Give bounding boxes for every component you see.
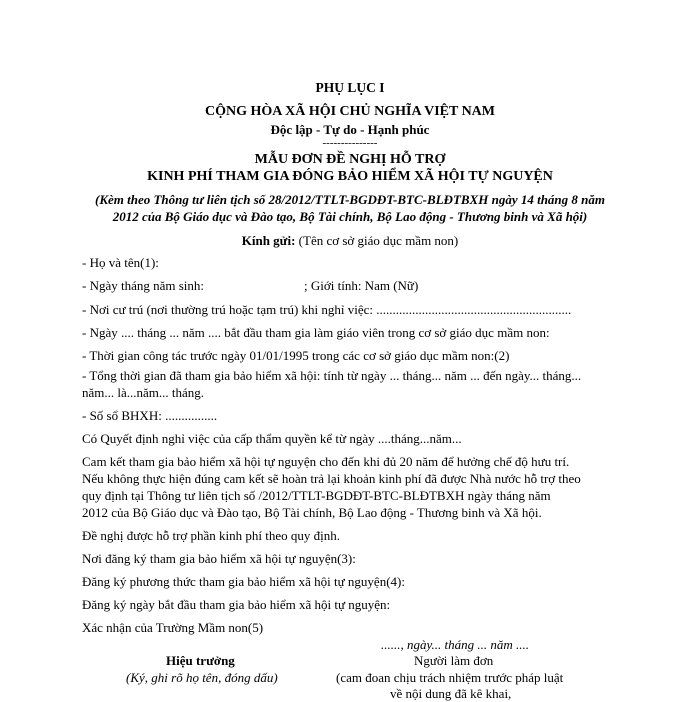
principal-note: (Ký, ghi rõ họ tên, đóng dấu) xyxy=(126,670,278,685)
legal-reference-line1: (Kèm theo Thông tư liên tịch số 28/2012/TTLT-BGDĐT-BTC-BLĐTBXH ngày 14 tháng 8 năm xyxy=(94,192,606,207)
signature-date-line: ......, ngày... tháng ... năm .... xyxy=(381,637,530,652)
field-start-date: - Ngày .... tháng ... năm .... bắt đầu tham gia làm giáo viên trong cơ sở giáo dục mầm non: xyxy=(82,325,550,340)
field-residence: - Nơi cư trú (nơi thường trú hoặc tạm trú) khi nghỉ việc: ............................................................ xyxy=(82,302,572,317)
form-title-line1: MẪU ĐƠN ĐỀ NGHỊ HỖ TRỢ xyxy=(254,152,446,167)
commitment-line1: Cam kết tham gia bảo hiểm xã hội tự nguyện cho đến khi đủ 20 năm để hưởng chế độ hưu trí. xyxy=(82,454,570,469)
field-total-time-line2: năm... là...năm... tháng. xyxy=(82,385,205,400)
applicant-title: Người làm đơn xyxy=(414,653,494,668)
register-place: Nơi đăng ký tham gia bảo hiểm xã hội tự nguyện(3): xyxy=(82,551,356,566)
commitment-line3: quy định tại Thông tư liên tịch số /2012/TTLT-BGDĐT-BTC-BLĐTBXH ngày tháng năm xyxy=(82,488,551,503)
principal-title: Hiệu trưởng xyxy=(166,653,235,668)
decision-text: Có Quyết định nghỉ việc của cấp thẩm quyền kể từ ngày ....tháng...năm... xyxy=(82,431,462,446)
national-title: CỘNG HÒA XÃ HỘI CHỦ NGHĨA VIỆT NAM xyxy=(204,104,495,119)
applicant-note-line1: (cam đoan chịu trách nhiệm trước pháp luật xyxy=(336,670,564,685)
addressee xyxy=(0,233,700,249)
national-motto: Độc lập - Tự do - Hạnh phúc xyxy=(270,122,430,137)
addressee-label: Kính gửi: xyxy=(241,233,296,248)
field-social-book: - Số sổ BHXH: ................ xyxy=(82,408,218,423)
header-separator: --------------- xyxy=(322,137,378,149)
commitment-line2: Nếu không thực hiện đúng cam kết sẽ hoàn trả lại khoản kinh phí đã được Nhà nước hỗ trợ theo xyxy=(82,471,581,486)
field-dob: - Ngày tháng năm sinh: xyxy=(82,278,205,293)
addressee-value: (Tên cơ sở giáo dục mầm non) xyxy=(298,233,459,248)
commitment-line4: 2012 của Bộ Giáo dục và Đào tạo, Bộ Tài chính, Bộ Lao động - Thương binh và Xã hội. xyxy=(82,505,542,520)
school-confirmation: Xác nhận của Trường Mầm non(5) xyxy=(82,620,264,635)
field-before-1995: - Thời gian công tác trước ngày 01/01/1995 trong các cơ sở giáo dục mầm non:(2) xyxy=(82,348,510,363)
form-title-line2: KINH PHÍ THAM GIA ĐÓNG BẢO HIỂM XÃ HỘI TỰ NGUYỆN xyxy=(147,169,553,184)
field-gender: ; Giới tính: Nam (Nữ) xyxy=(304,278,419,293)
appendix-heading: PHỤ LỤC I xyxy=(315,80,385,95)
applicant-note-line2: về nội dung đã kê khai, xyxy=(390,686,512,701)
request-text: Đề nghị được hỗ trợ phần kinh phí theo quy định. xyxy=(82,528,341,543)
register-method: Đăng ký phương thức tham gia bảo hiểm xã hội tự nguyện(4): xyxy=(82,574,405,589)
register-date: Đăng ký ngày bắt đầu tham gia bảo hiểm xã hội tự nguyện: xyxy=(82,597,391,612)
field-name: - Họ và tên(1): xyxy=(82,255,159,270)
field-total-time-line1: - Tổng thời gian đã tham gia bảo hiểm xã hội: tính từ ngày ... tháng... năm ... đến ngày... tháng... xyxy=(82,368,582,383)
legal-reference-line2: 2012 của Bộ Giáo dục và Đào tạo, Bộ Tài chính, Bộ Lao động - Thương binh và Xã hội) xyxy=(112,209,588,224)
